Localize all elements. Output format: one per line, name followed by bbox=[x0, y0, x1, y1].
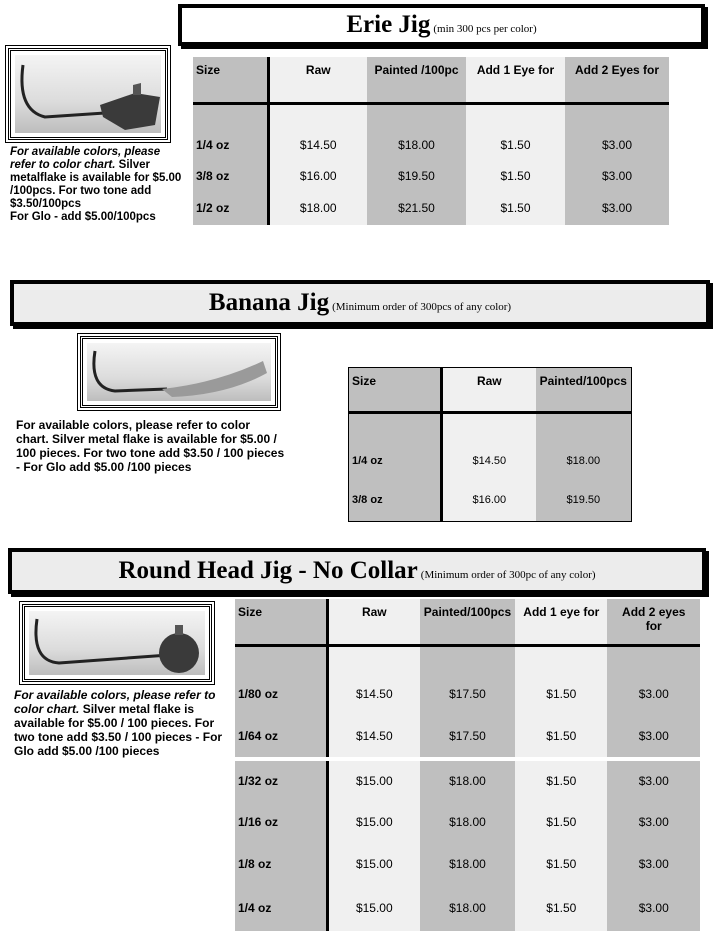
roundhead-2eyes-cell: $3.00 bbox=[607, 885, 700, 931]
banana-description bbox=[16, 418, 286, 474]
banana-painted-cell: $18.00 bbox=[536, 443, 632, 479]
roundhead-raw-cell: $15.00 bbox=[327, 843, 419, 885]
roundhead-description bbox=[14, 688, 232, 758]
roundhead-1eye-cell: $1.50 bbox=[515, 761, 607, 801]
erie-header-1eye: Add 1 Eye for bbox=[466, 57, 565, 103]
table-row bbox=[235, 673, 700, 715]
roundhead-2eyes-cell: $3.00 bbox=[607, 673, 700, 715]
banana-desc-text: For available colors, please refer to color chart. Silver metal flake is available for $5.00 / 100 pieces. For two tone add $3.50 / 100 pieces - For Glo add $5.00 /100 pieces bbox=[16, 418, 285, 474]
erie-size-cell: 1/2 oz bbox=[193, 191, 268, 225]
roundhead-header-row bbox=[235, 599, 700, 645]
erie-header-painted: Painted /100pc bbox=[367, 57, 466, 103]
banana-price-table bbox=[348, 367, 632, 522]
erie-raw-cell: $16.00 bbox=[268, 160, 367, 191]
roundhead-size-cell: 1/8 oz bbox=[235, 843, 327, 885]
roundhead-2eyes-cell: $3.00 bbox=[607, 761, 700, 801]
roundhead-size-cell: 1/4 oz bbox=[235, 885, 327, 931]
banana-title-bar bbox=[10, 280, 710, 326]
erie-title-bar bbox=[178, 4, 705, 46]
erie-header-row bbox=[193, 57, 669, 103]
roundhead-1eye-cell: $1.50 bbox=[515, 885, 607, 931]
roundhead-painted-cell: $18.00 bbox=[420, 843, 515, 885]
table-row bbox=[193, 160, 669, 191]
table-row bbox=[235, 843, 700, 885]
banana-size-cell: 3/8 oz bbox=[349, 479, 442, 522]
roundhead-header-2eyes: Add 2 eyes for bbox=[607, 599, 700, 645]
erie-painted-cell: $19.50 bbox=[367, 160, 466, 191]
roundhead-size-cell: 1/64 oz bbox=[235, 715, 327, 757]
roundhead-painted-cell: $17.50 bbox=[420, 715, 515, 757]
roundhead-raw-cell: $15.00 bbox=[327, 761, 419, 801]
erie-1eye-cell: $1.50 bbox=[466, 129, 565, 160]
roundhead-painted-cell: $18.00 bbox=[420, 801, 515, 843]
erie-desc-italic: For available colors, please refer to color chart. bbox=[10, 146, 161, 171]
erie-subtitle: (min 300 pcs per color) bbox=[433, 23, 537, 35]
roundhead-painted-cell: $17.50 bbox=[420, 673, 515, 715]
roundhead-1eye-cell: $1.50 bbox=[515, 715, 607, 757]
roundhead-title: Round Head Jig - No Collar bbox=[118, 557, 418, 584]
banana-raw-cell: $16.00 bbox=[442, 479, 536, 522]
roundhead-raw-cell: $15.00 bbox=[327, 885, 419, 931]
banana-jig-photo bbox=[80, 336, 278, 408]
roundhead-painted-cell: $18.00 bbox=[420, 761, 515, 801]
roundhead-1eye-cell: $1.50 bbox=[515, 673, 607, 715]
roundhead-header-raw: Raw bbox=[327, 599, 419, 645]
roundhead-2eyes-cell: $3.00 bbox=[607, 801, 700, 843]
erie-jig-icon bbox=[15, 55, 161, 133]
erie-painted-cell: $21.50 bbox=[367, 191, 466, 225]
roundhead-size-cell: 1/80 oz bbox=[235, 673, 327, 715]
roundhead-subtitle: (Minimum order of 300pc of any color) bbox=[420, 569, 596, 581]
erie-header-size: Size bbox=[193, 57, 268, 103]
roundhead-header-1eye: Add 1 eye for bbox=[515, 599, 607, 645]
erie-2eyes-cell: $3.00 bbox=[565, 129, 669, 160]
roundhead-title-bar bbox=[8, 548, 706, 594]
table-row bbox=[235, 801, 700, 843]
roundhead-1eye-cell: $1.50 bbox=[515, 843, 607, 885]
table-row bbox=[349, 479, 632, 522]
table-row bbox=[349, 443, 632, 479]
banana-painted-cell: $19.50 bbox=[536, 479, 632, 522]
erie-jig-photo bbox=[8, 48, 168, 140]
banana-header-painted: Painted/100pcs bbox=[536, 368, 632, 413]
erie-1eye-cell: $1.50 bbox=[466, 160, 565, 191]
banana-header-raw: Raw bbox=[442, 368, 536, 413]
roundhead-2eyes-cell: $3.00 bbox=[607, 843, 700, 885]
banana-raw-cell: $14.50 bbox=[442, 443, 536, 479]
roundhead-painted-cell: $18.00 bbox=[420, 885, 515, 931]
erie-raw-cell: $18.00 bbox=[268, 191, 367, 225]
erie-desc-glo: For Glo - add $5.00/100pcs bbox=[10, 211, 156, 223]
table-row bbox=[193, 129, 669, 160]
erie-1eye-cell: $1.50 bbox=[466, 191, 565, 225]
table-row bbox=[235, 885, 700, 931]
erie-raw-cell: $14.50 bbox=[268, 129, 367, 160]
roundhead-desc-rest: Silver metal flake is available for $5.00 / 100 pieces. For two tone add $3.50 / 100 pieces - For Glo add $5.00 /100 pieces bbox=[14, 702, 223, 758]
table-row bbox=[193, 191, 669, 225]
roundhead-header-painted: Painted/100pcs bbox=[420, 599, 515, 645]
roundhead-raw-cell: $14.50 bbox=[327, 673, 419, 715]
roundhead-desc-italic: For available colors, please refer to color chart. bbox=[14, 688, 216, 716]
erie-title: Erie Jig bbox=[346, 11, 431, 38]
roundhead-2eyes-cell: $3.00 bbox=[607, 715, 700, 757]
banana-subtitle: (Minimum order of 300pcs of any color) bbox=[332, 301, 512, 313]
erie-header-2eyes: Add 2 Eyes for bbox=[565, 57, 669, 103]
banana-header-size: Size bbox=[349, 368, 442, 413]
banana-header-row bbox=[349, 368, 632, 413]
roundhead-jig-icon bbox=[29, 611, 205, 675]
roundhead-raw-cell: $15.00 bbox=[327, 801, 419, 843]
erie-description bbox=[10, 146, 182, 224]
roundhead-jig-photo bbox=[22, 604, 212, 682]
banana-jig-icon bbox=[87, 343, 271, 401]
erie-2eyes-cell: $3.00 bbox=[565, 160, 669, 191]
table-row bbox=[235, 761, 700, 801]
roundhead-header-size: Size bbox=[235, 599, 327, 645]
table-row bbox=[235, 715, 700, 757]
banana-title: Banana Jig bbox=[208, 289, 330, 316]
erie-desc-rest: Silver metalflake is available for $5.00 /100pcs. For two tone add $3.50/100pcs bbox=[10, 159, 182, 210]
roundhead-price-table bbox=[235, 599, 700, 931]
erie-2eyes-cell: $3.00 bbox=[565, 191, 669, 225]
roundhead-size-cell: 1/32 oz bbox=[235, 761, 327, 801]
erie-painted-cell: $18.00 bbox=[367, 129, 466, 160]
erie-size-cell: 1/4 oz bbox=[193, 129, 268, 160]
erie-size-cell: 3/8 oz bbox=[193, 160, 268, 191]
roundhead-raw-cell: $14.50 bbox=[327, 715, 419, 757]
erie-header-raw: Raw bbox=[268, 57, 367, 103]
erie-price-table bbox=[193, 57, 669, 225]
roundhead-1eye-cell: $1.50 bbox=[515, 801, 607, 843]
roundhead-size-cell: 1/16 oz bbox=[235, 801, 327, 843]
banana-size-cell: 1/4 oz bbox=[349, 443, 442, 479]
